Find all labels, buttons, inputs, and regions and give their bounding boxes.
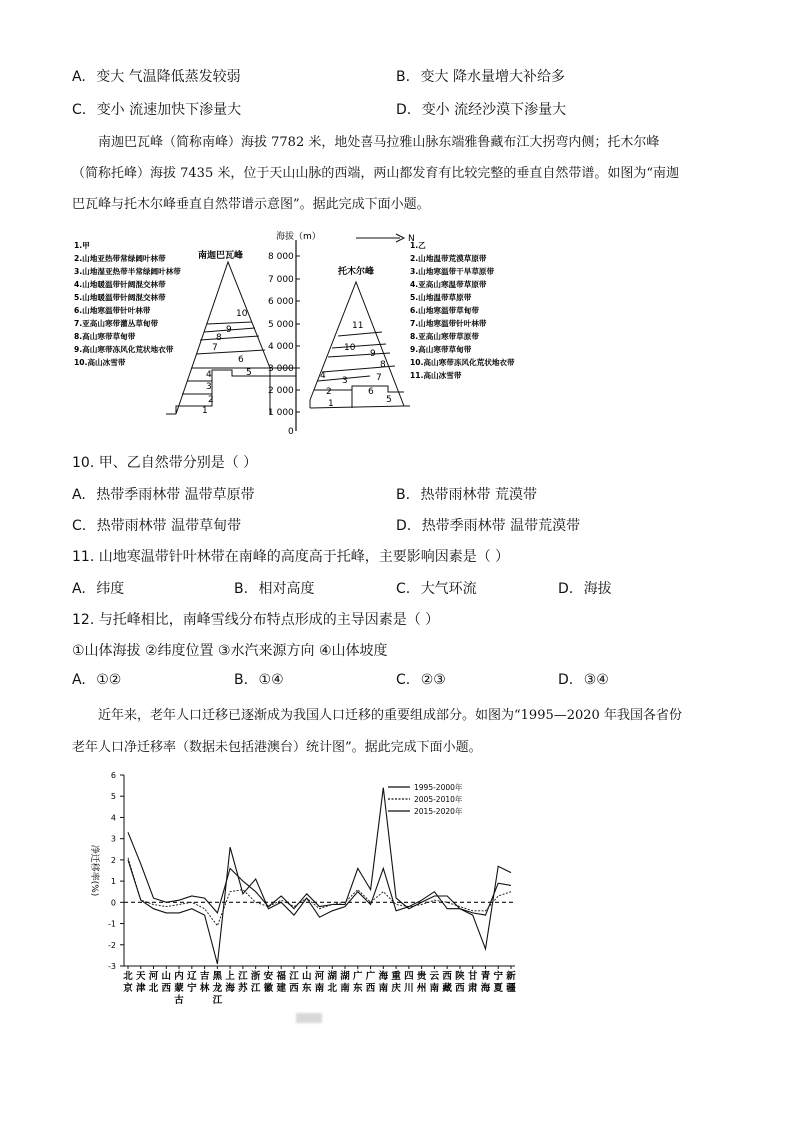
zone-label: 6 bbox=[238, 355, 244, 365]
q12-option-c[interactable] bbox=[396, 672, 446, 688]
legend-item: 5.山地温带草原带 bbox=[410, 293, 472, 302]
q10-option-a[interactable] bbox=[72, 484, 255, 504]
zone-label: 5 bbox=[246, 368, 252, 378]
migration-rate-chart bbox=[70, 765, 530, 1025]
option-label: D. bbox=[396, 518, 412, 534]
q12-option-a[interactable] bbox=[72, 672, 121, 688]
x-tick-label: 河 bbox=[314, 971, 325, 982]
zone-label: 10 bbox=[236, 309, 248, 319]
x-tick-label: 河 bbox=[148, 971, 159, 982]
legend-item: 3.山地寒温带干旱草原带 bbox=[410, 267, 495, 276]
chart-legend bbox=[388, 782, 463, 816]
q9-option-c[interactable] bbox=[72, 99, 241, 119]
y-tick-label: 3 bbox=[110, 834, 116, 844]
x-tick-label: 安 bbox=[263, 971, 274, 982]
q11-option-b[interactable] bbox=[234, 578, 315, 598]
option-label: C. bbox=[396, 672, 411, 688]
option-text: 纬度 bbox=[96, 581, 125, 597]
chart-x-labels bbox=[123, 966, 516, 1006]
legend-label: 2005-2010年 bbox=[414, 795, 463, 804]
x-tick-label: 州 bbox=[416, 983, 427, 994]
legend-item: 5.山地暖温带针阔混交林带 bbox=[74, 293, 166, 302]
x-tick-label: 陕 bbox=[455, 971, 465, 982]
north-label: N bbox=[408, 234, 415, 244]
mountain-right bbox=[310, 282, 410, 408]
option-text: 热带季雨林带 温带荒漠带 bbox=[421, 518, 581, 534]
zone-label: 3 bbox=[342, 376, 348, 386]
legend-item: 10.高山寒带冻风化荒状地衣带 bbox=[410, 358, 515, 367]
zone-label: 8 bbox=[216, 333, 222, 343]
x-tick-label: 江 bbox=[238, 971, 248, 982]
series-line-3 bbox=[128, 847, 511, 964]
altitude-ticks bbox=[268, 252, 300, 437]
option-text: ③④ bbox=[583, 672, 609, 688]
option-label: C. bbox=[396, 581, 411, 597]
q12-option-b[interactable] bbox=[234, 672, 284, 688]
x-tick-label: 津 bbox=[136, 983, 146, 994]
option-label: B. bbox=[396, 69, 411, 85]
legend-item: 9.高山寒带草甸带 bbox=[410, 345, 472, 354]
x-tick-label: 北 bbox=[123, 971, 133, 982]
zone-label: 7 bbox=[376, 373, 382, 383]
tick-label: 0 bbox=[288, 427, 294, 437]
x-tick-label: 龙 bbox=[212, 983, 223, 994]
zone-label: 10 bbox=[344, 343, 356, 353]
passage1-line-1: 南迦巴瓦峰（简称南峰）海拔 7782 米，地处喜马拉雅山脉东端雅鲁藏布江大拐弯内侧；托木尔峰 bbox=[98, 135, 660, 150]
option-label: D. bbox=[396, 102, 412, 118]
option-text: 变大 降水量增大补给多 bbox=[420, 69, 565, 85]
option-label: B. bbox=[234, 581, 249, 597]
zone-label: 9 bbox=[370, 349, 376, 359]
x-tick-label: 江 bbox=[289, 971, 299, 982]
option-text: 热带季雨林带 温带草原带 bbox=[96, 487, 255, 503]
x-tick-label: 内 bbox=[174, 971, 184, 982]
x-tick-label: 山 bbox=[301, 971, 312, 982]
x-tick-label: 南 bbox=[429, 983, 440, 994]
x-tick-label: 宁 bbox=[187, 983, 197, 994]
x-tick-label: 肃 bbox=[467, 983, 478, 994]
x-tick-label: 苏 bbox=[238, 983, 248, 994]
axis-title: 海拔（m） bbox=[276, 232, 321, 242]
x-tick-label: 蒙 bbox=[174, 983, 184, 994]
legend-item: 2.山地亚热带常绿阔叶林带 bbox=[74, 254, 166, 263]
tick-label: 8 000 bbox=[268, 252, 294, 262]
x-tick-label: 福 bbox=[276, 971, 286, 982]
zone-label: 4 bbox=[206, 370, 212, 380]
legend-item: 1.甲 bbox=[74, 241, 90, 250]
option-label: C. bbox=[72, 102, 87, 118]
zone-label: 8 bbox=[380, 360, 386, 370]
x-tick-label: 西 bbox=[161, 983, 172, 994]
passage1-line-3: 巴瓦峰与托木尔峰垂直自然带谱示意图”。据此完成下面小题。 bbox=[72, 197, 430, 212]
x-tick-label: 海 bbox=[378, 971, 389, 982]
q11-option-d[interactable] bbox=[558, 578, 612, 598]
x-tick-label: 吉 bbox=[199, 971, 210, 982]
x-tick-label: 北 bbox=[327, 983, 338, 994]
y-tick-label: -3 bbox=[108, 962, 116, 971]
x-tick-label: 徽 bbox=[263, 983, 274, 994]
x-tick-label: 西 bbox=[442, 971, 452, 982]
tick-label: 1 000 bbox=[268, 408, 294, 418]
zone-label: 1 bbox=[202, 406, 208, 416]
x-tick-label: 东 bbox=[353, 983, 363, 994]
legend-item: 2.山地温带荒漠草原带 bbox=[410, 254, 487, 263]
option-text: 相对高度 bbox=[258, 581, 315, 597]
x-tick-label: 南 bbox=[340, 983, 350, 994]
option-text: 变小 流速加快下渗量大 bbox=[96, 102, 242, 118]
q10-stem: 10. 甲、乙自然带分别是（ ） bbox=[72, 455, 258, 471]
zone-label: 5 bbox=[386, 395, 392, 405]
option-label: B. bbox=[396, 487, 411, 503]
x-tick-label: 庆 bbox=[391, 983, 401, 994]
zone-label: 1 bbox=[328, 399, 334, 409]
x-tick-label: 上 bbox=[225, 971, 235, 982]
zone-label: 9 bbox=[226, 325, 232, 335]
x-tick-label: 西 bbox=[289, 983, 299, 994]
y-axis-label: 净迁移率(%) bbox=[89, 844, 99, 897]
tick-label: 2 000 bbox=[268, 386, 294, 396]
x-tick-label: 广 bbox=[353, 971, 363, 982]
zone-label: 3 bbox=[206, 382, 212, 392]
legend-item: 6.山地寒温带针叶林带 bbox=[74, 306, 151, 315]
x-tick-label: 夏 bbox=[493, 983, 503, 994]
x-tick-label: 辽 bbox=[187, 971, 197, 982]
vertical-zonation-diagram bbox=[70, 226, 540, 438]
option-label: D. bbox=[558, 581, 574, 597]
y-tick-label: -1 bbox=[108, 919, 116, 929]
option-label: A. bbox=[72, 487, 86, 503]
passage2-line-1: 近年来，老年人口迁移已逐渐成为我国人口迁移的重要组成部分。如图为“1995—2020 年我国各省份 bbox=[98, 708, 682, 723]
x-tick-label: 广 bbox=[365, 971, 376, 982]
x-tick-label: 川 bbox=[404, 983, 414, 994]
x-tick-label: 北 bbox=[148, 983, 159, 994]
tick-label: 6 000 bbox=[268, 297, 294, 307]
option-label: D. bbox=[558, 672, 574, 688]
x-tick-label: 甘 bbox=[467, 971, 478, 982]
legend-item: 8.亚高山寒带草原带 bbox=[410, 332, 479, 341]
legend-item: 3.山地湿亚热带半常绿阔叶林带 bbox=[74, 267, 181, 276]
legend-item: 9.高山寒带冻风化荒状地衣带 bbox=[74, 345, 174, 354]
legend-item: 8.高山寒带草甸带 bbox=[74, 332, 136, 341]
x-tick-label: 新 bbox=[506, 971, 516, 982]
option-text: 海拔 bbox=[583, 581, 612, 597]
x-tick-label: 宁 bbox=[493, 971, 503, 982]
x-tick-label: 云 bbox=[429, 971, 440, 982]
x-tick-label: 海 bbox=[480, 983, 491, 994]
zone-label: 2 bbox=[326, 387, 332, 397]
x-tick-label: 东 bbox=[301, 983, 312, 994]
zone-label: 7 bbox=[212, 343, 218, 353]
legend-item: 4.山地暖温带针阔混交林带 bbox=[74, 280, 166, 289]
x-tick-label: 林 bbox=[199, 983, 210, 994]
legend-item: 11.高山冰雪带 bbox=[410, 371, 462, 380]
legend-right bbox=[410, 241, 515, 380]
tick-label: 7 000 bbox=[268, 275, 294, 285]
x-tick-label: 西 bbox=[455, 983, 465, 994]
y-tick-label: 2 bbox=[110, 855, 116, 865]
x-tick-label: 京 bbox=[123, 983, 133, 994]
q10-option-b[interactable] bbox=[396, 484, 537, 504]
x-tick-label: 贵 bbox=[416, 971, 427, 982]
q10-option-d[interactable] bbox=[396, 515, 580, 535]
zone-label: 6 bbox=[368, 387, 374, 397]
y-tick-label: -2 bbox=[108, 940, 116, 950]
series-line-2 bbox=[128, 858, 511, 926]
watermark-smudge bbox=[296, 1013, 322, 1023]
y-tick-label: 5 bbox=[110, 792, 116, 802]
zone-label: 4 bbox=[320, 371, 326, 381]
x-tick-label: 山 bbox=[161, 971, 172, 982]
legend-label: 2015-2020年 bbox=[414, 807, 463, 816]
option-text: 变小 流经沙漠下渗量大 bbox=[421, 102, 567, 118]
x-tick-label: 湖 bbox=[340, 971, 350, 982]
x-tick-label: 四 bbox=[404, 971, 414, 982]
legend-label: 1995-2000年 bbox=[414, 783, 463, 792]
option-text: 变大 气温降低蒸发较弱 bbox=[96, 69, 241, 85]
x-tick-label: 天 bbox=[136, 971, 146, 982]
peak-right-label: 托木尔峰 bbox=[338, 267, 375, 277]
q9-option-d[interactable] bbox=[396, 99, 566, 119]
option-text: 大气环流 bbox=[420, 581, 477, 597]
tick-label: 3 000 bbox=[268, 364, 294, 374]
x-tick-label: 江 bbox=[250, 983, 261, 994]
zone-label: 2 bbox=[208, 395, 214, 405]
option-label: A. bbox=[72, 581, 86, 597]
option-label: C. bbox=[72, 518, 87, 534]
legend-item: 6.山地寒温带草甸带 bbox=[410, 306, 479, 315]
q11-stem: 11. 山地寒温带针叶林带在南峰的高度高于托峰，主要影响因素是（ ） bbox=[72, 549, 510, 565]
tick-label: 4 000 bbox=[268, 342, 294, 352]
option-text: 热带雨林带 荒漠带 bbox=[420, 487, 537, 503]
option-label: A. bbox=[72, 69, 86, 85]
q10-option-c[interactable] bbox=[72, 515, 241, 535]
y-tick-label: 6 bbox=[110, 771, 116, 780]
x-tick-label: 青 bbox=[480, 971, 491, 982]
option-label: A. bbox=[72, 672, 86, 688]
x-tick-label: 重 bbox=[391, 971, 401, 982]
x-tick-label: 江 bbox=[212, 995, 223, 1006]
q11-option-c[interactable] bbox=[396, 578, 477, 598]
q12-stem: 12. 与托峰相比，南峰雪线分布特点形成的主导因素是（ ） bbox=[72, 612, 440, 628]
legend-left bbox=[74, 241, 181, 367]
q12-option-d[interactable] bbox=[558, 672, 609, 688]
q9-option-b[interactable] bbox=[396, 66, 565, 86]
x-tick-label: 海 bbox=[225, 983, 235, 994]
x-tick-label: 浙 bbox=[250, 971, 261, 982]
option-text: ①② bbox=[96, 672, 122, 688]
left-zone-numbers bbox=[202, 309, 252, 416]
x-tick-label: 建 bbox=[276, 983, 286, 994]
option-text: ①④ bbox=[258, 672, 284, 688]
passage1-line-2: （简称托峰）海拔 7435 米，位于天山山脉的西端，两山都发育有比较完整的垂直自然带谱。如图为“南迦 bbox=[72, 166, 679, 181]
tick-label: 5 000 bbox=[268, 320, 294, 330]
passage2-line-2: 老年人口净迁移率（数据未包括港澳台）统计图”。据此完成下面小题。 bbox=[72, 740, 482, 755]
x-tick-label: 疆 bbox=[506, 983, 516, 994]
x-tick-label: 湖 bbox=[327, 971, 338, 982]
option-label: B. bbox=[234, 672, 249, 688]
peak-left-label: 南迦巴瓦峰 bbox=[198, 251, 244, 261]
legend-item: 4.亚高山寒温带草原带 bbox=[410, 280, 487, 289]
q11-option-a[interactable] bbox=[72, 578, 124, 598]
legend-item: 10.高山冰雪带 bbox=[74, 358, 126, 367]
zone-label: 11 bbox=[352, 321, 364, 331]
legend-item: 7.山地寒温带针叶林带 bbox=[410, 319, 487, 328]
option-text: 热带雨林带 温带草甸带 bbox=[96, 518, 242, 534]
y-tick-label: 0 bbox=[110, 898, 116, 908]
x-tick-label: 藏 bbox=[442, 983, 452, 994]
legend-item: 1.乙 bbox=[410, 241, 426, 250]
x-tick-label: 西 bbox=[365, 983, 376, 994]
x-tick-label: 古 bbox=[174, 995, 184, 1006]
q9-option-a[interactable] bbox=[72, 66, 241, 86]
y-tick-label: 1 bbox=[110, 877, 116, 887]
option-text: ②③ bbox=[420, 672, 446, 688]
y-tick-label: 4 bbox=[110, 813, 116, 823]
legend-item: 7.亚高山寒带灌丛草甸带 bbox=[74, 319, 159, 328]
x-tick-label: 南 bbox=[314, 983, 325, 994]
x-tick-label: 黑 bbox=[212, 971, 223, 982]
q12-items: ①山体海拔 ②纬度位置 ③水汽来源方向 ④山体坡度 bbox=[72, 643, 388, 659]
x-tick-label: 南 bbox=[378, 983, 389, 994]
